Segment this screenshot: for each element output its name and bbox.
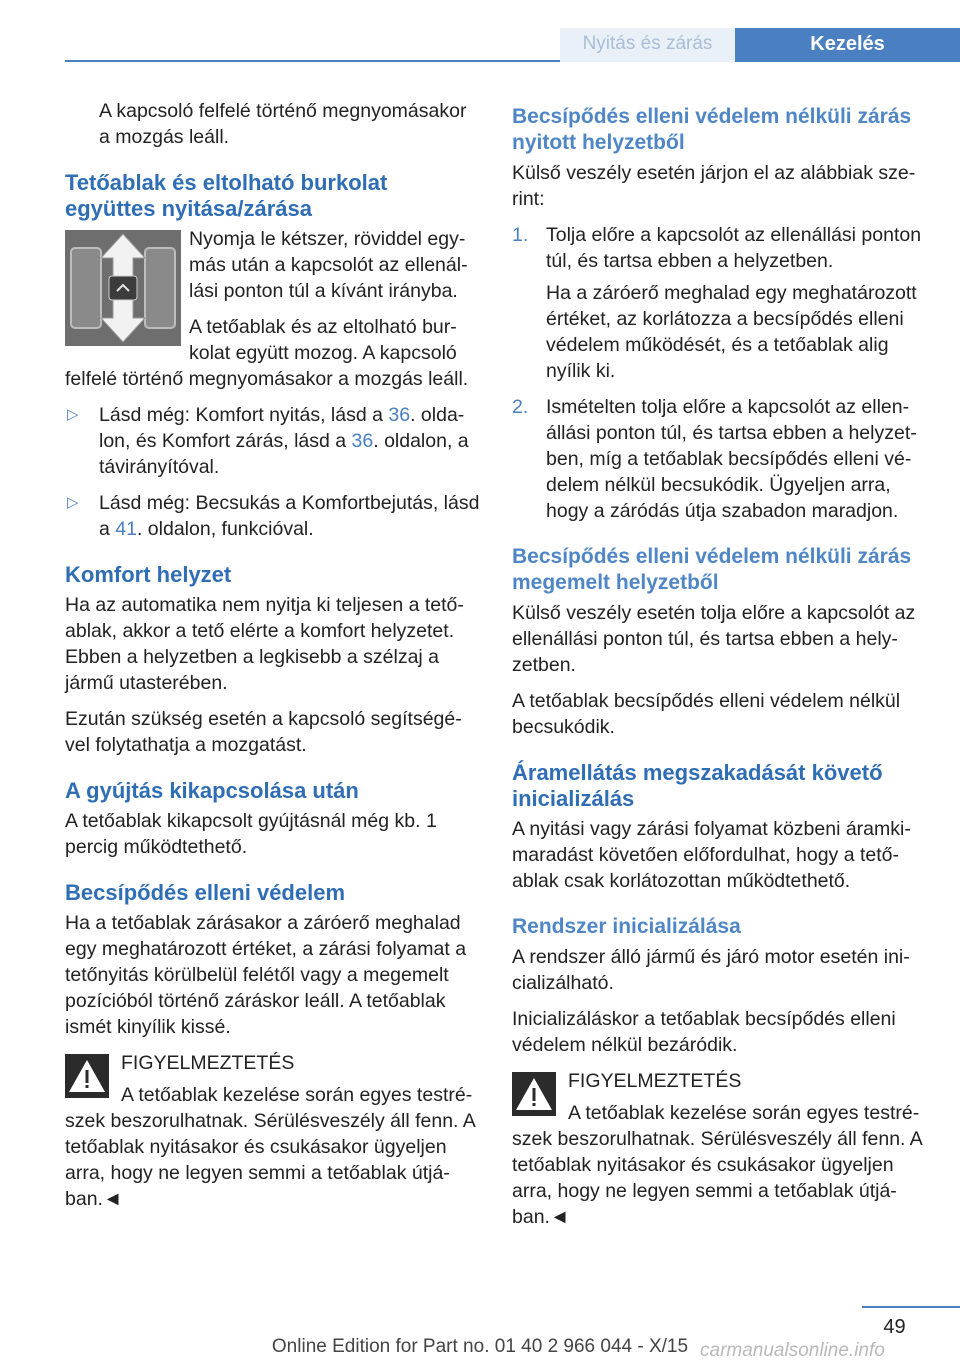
warning-text-line: A tetőablak kezelése során egyes testré- <box>568 1102 920 1124</box>
heading-power-init: Áramellátás megszakadását követő inicializálás <box>512 760 883 811</box>
warning-text: szek beszorulhatnak. Sérülésveszély áll fenn. A tetőablak nyitásakor és csukásakor ügyeljen arra, hogy ne legyen semmi a tetőablak útjá-ban.◄ <box>65 1110 475 1210</box>
heading-raised-position: Becsípődés elleni védelem nélküli zárás megemelt helyzetből <box>512 545 912 594</box>
heading-system-init: Rendszer inicializálása <box>512 915 741 938</box>
heading-ignition: A gyújtás kikapcsolása után <box>65 778 359 803</box>
header-section-label: Nyitás és zárás <box>560 28 735 62</box>
list-item <box>512 394 932 524</box>
page-link-41[interactable]: 41 <box>115 518 137 540</box>
open-paragraph: Külső veszély esetén járjon el az alábbiak sze-rint: <box>512 162 916 210</box>
roof-switch-illustration <box>65 230 181 346</box>
warning-text: szek beszorulhatnak. Sérülésveszély áll fenn. A tetőablak nyitásakor és csukásakor ügyeljen arra, hogy ne legyen semmi a tetőablak útjá-ban.◄ <box>512 1128 922 1228</box>
warning-title: FIGYELMEZTETÉS <box>568 1070 742 1092</box>
warning-icon <box>512 1072 556 1116</box>
warning-title: FIGYELMEZTETÉS <box>121 1052 295 1074</box>
heading-open-position: Becsípődés elleni védelem nélküli zárás nyitott helyzetből <box>512 105 912 154</box>
list-item: ▷ Lásd még: Becsukás a Komfortbejutás, lásd a 41. oldalon, funkcióval. <box>67 492 480 540</box>
warning-block <box>65 1050 480 1212</box>
step-text: Ismételten tolja előre a kapcsolót az ellen-állási ponton túl, és tartsa ebben a helyzet-ben, míg a tetőablak becsípődés elleni vé-delem nélkül becsukódik. Ügyeljen arra, hogy a záródás útja szabadon maradjon. <box>546 396 917 522</box>
system-paragraph-2: Inicializáláskor a tetőablak becsípődés elleni védelem nélkül bezáródik. <box>512 1008 896 1056</box>
raised-paragraph-2: A tetőablak becsípődés elleni védelem nélkül becsukódik. <box>512 690 901 738</box>
raised-paragraph-1: Külső veszély esetén tolja előre a kapcsolót az ellenállási ponton túl, és tartsa ebben a hely-zetben. <box>512 602 916 676</box>
warning-icon <box>65 1054 109 1098</box>
together-paragraph-2: A tetőablak és az eltolható bur-kolat együtt mozog. A kapcsoló felfelé történő megnyomásakor a mozgás leáll. <box>65 316 469 390</box>
roof-switch-figure <box>65 230 181 346</box>
step-number: 1. <box>512 224 529 246</box>
left-column <box>65 98 480 1222</box>
step-number: 2. <box>512 396 529 418</box>
step-text: Tolja előre a kapcsolót az ellenállási ponton túl, és tartsa ebben a helyzetben. <box>546 224 922 272</box>
step-note: Ha a záróerő meghalad egy meghatározott értéket, az korlátozza a becsípődés elleni védelem működését, és a tetőablak alig nyílik ki. <box>546 282 917 382</box>
heading-comfort: Komfort helyzet <box>65 562 232 587</box>
system-paragraph-1: A rendszer álló jármű és járó motor esetén ini-cializálható. <box>512 946 910 994</box>
warning-text-line: A tetőablak kezelése során egyes testré- <box>121 1084 473 1106</box>
list-item <box>512 222 932 384</box>
page-number: 49 <box>883 1316 906 1338</box>
header-chapter-tab: Kezelés <box>735 28 960 62</box>
together-paragraph-1: Nyomja le kétszer, röviddel egy-más után a kapcsolót az ellenál-lási ponton túl a kívánt irányba. <box>189 228 468 302</box>
footer-rule <box>862 1306 960 1308</box>
warning-block <box>512 1068 932 1230</box>
power-paragraph: A nyitási vagy zárási folyamat közbeni áramki-maradást követően előfordulhat, hogy a tető-ablak csak korlátozottan működtethető. <box>512 818 911 892</box>
comfort-paragraph-1: Ha az automatika nem nyitja ki teljesen a tető-ablak, akkor a tető elérte a komfort helyzetet. Ebben a helyzetben a legkisebb a szélzaj a jármű utasterében. <box>65 594 464 694</box>
edition-footer: Online Edition for Part no. 01 40 2 966 044 - X/15 <box>271 1336 689 1357</box>
heading-together: Tetőablak és eltolható burkolat együttes nyitása/zárása <box>65 170 388 221</box>
watermark: carmanualsonline.info <box>700 1340 885 1361</box>
triangle-bullet-icon: ▷ <box>67 406 79 423</box>
page-link-36[interactable]: 36 <box>388 404 411 426</box>
ignition-paragraph: A tetőablak kikapcsolt gyújtásnál még kb. 1 percig működtethető. <box>65 810 437 858</box>
comfort-paragraph-2: Ezután szükség esetén a kapcsoló segítségé-vel folytathatja a mozgatást. <box>65 708 462 756</box>
page-link-36-second[interactable]: 36 <box>351 430 374 452</box>
heading-pinch: Becsípődés elleni védelem <box>65 880 346 905</box>
triangle-bullet-icon: ▷ <box>67 494 79 511</box>
pinch-paragraph: Ha a tetőablak zárásakor a záróerő meghalad egy meghatározott értéket, a zárási folyamat a tetőnyitás körülbelül felétől vagy a megemelt pozícióból történő záráskor leáll. A tetőablak ismét kinyílik kissé. <box>65 912 467 1038</box>
right-column <box>512 98 932 1240</box>
intro-paragraph: A kapcsoló felfelé történő megnyomásakor a mozgás leáll. <box>99 100 467 148</box>
list-item: ▷ Lásd még: Komfort nyitás, lásd a 36. olda-lon, és Komfort zárás, lásd a 36. oldalon, a távirányítóval. <box>67 404 469 478</box>
